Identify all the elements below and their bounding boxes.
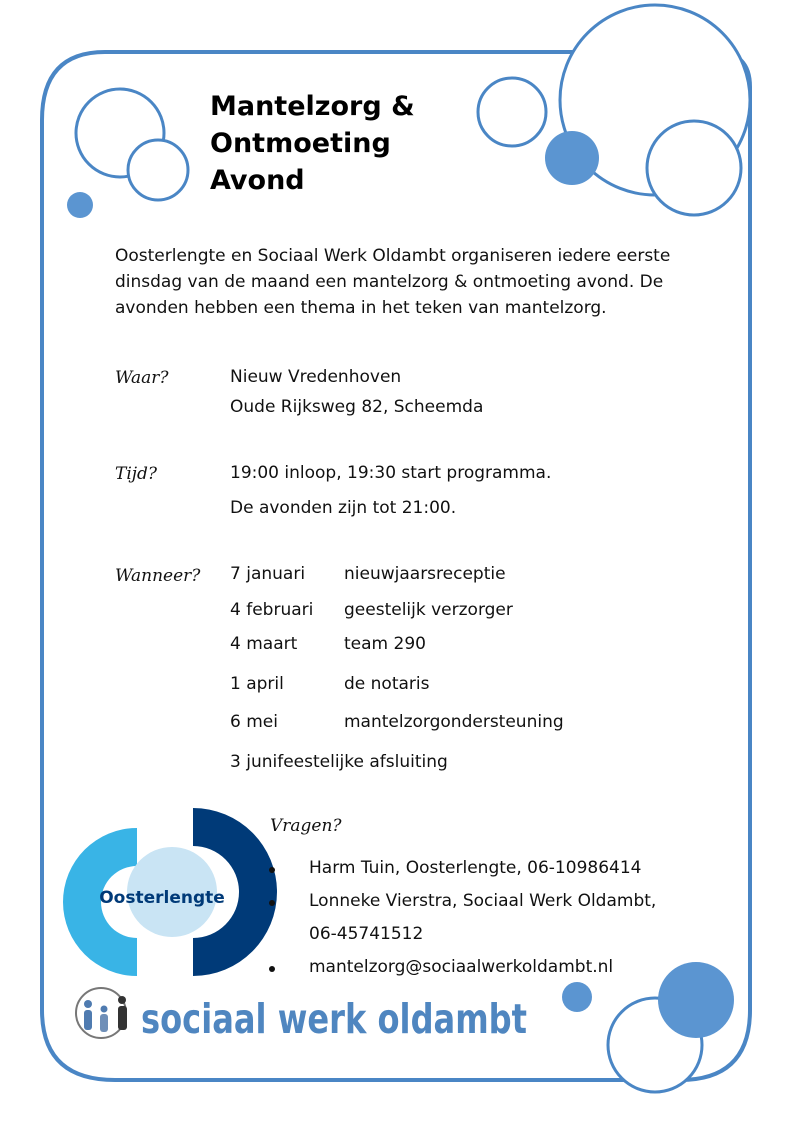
schedule-date: 6 mei [230, 712, 278, 732]
page-title [210, 88, 415, 199]
when-label: Wanneer? [115, 566, 201, 586]
circle-filled [562, 982, 592, 1012]
title-line: Avond [210, 165, 305, 196]
bullet-icon [269, 900, 275, 906]
person-head [84, 1000, 92, 1008]
contact-item[interactable] [268, 951, 656, 984]
schedule-topic: geestelijk verzorger [344, 600, 513, 620]
schedule-date: 7 januari [230, 564, 306, 584]
contact-text: 06-45741512 [309, 924, 424, 944]
oosterlengte-logo-text: Oosterlengte [99, 888, 225, 908]
person-body [100, 1014, 108, 1032]
title-line: Mantelzorg & [210, 91, 415, 122]
schedule-topic: de notaris [344, 674, 430, 694]
circle-outline [478, 78, 546, 146]
bullet-icon [269, 867, 275, 873]
sociaal-werk-logo-text: sociaal werk oldambt [141, 995, 527, 1043]
time-label: Tijd? [115, 464, 158, 484]
where-venue: Nieuw Vredenhoven [230, 367, 402, 387]
person-body [84, 1010, 92, 1030]
circle-filled [658, 962, 734, 1038]
circle-outline [128, 140, 188, 200]
bullet-icon [269, 966, 275, 972]
time-start: 19:00 inloop, 19:30 start programma. [230, 463, 552, 483]
contact-text: Harm Tuin, Oosterlengte, 06-10986414 [309, 858, 642, 878]
circle-outline [647, 121, 741, 215]
where-label: Waar? [115, 368, 169, 388]
intro-paragraph: Oosterlengte en Sociaal Werk Oldambt organiseren iedere eerste dinsdag van de maand een mantelzorg & ontmoeting avond. De avonden hebben een thema in het teken van mantelzorg. [115, 246, 671, 318]
circle-filled [545, 131, 599, 185]
schedule-last-line: 3 junifeestelijke afsluiting [230, 752, 448, 772]
sociaal-werk-logo [76, 988, 527, 1043]
title-line: Ontmoeting [210, 128, 391, 159]
oosterlengte-logo [63, 808, 277, 976]
circle-filled [67, 192, 93, 218]
time-end: De avonden zijn tot 21:00. [230, 498, 457, 518]
contact-item [268, 852, 656, 885]
person-head [118, 996, 126, 1004]
schedule-topic: nieuwjaarsreceptie [344, 564, 506, 584]
schedule-date: 4 maart [230, 634, 298, 654]
contact-text: Lonneke Vierstra, Sociaal Werk Oldambt, [309, 891, 657, 911]
person-head [101, 1006, 108, 1013]
schedule-date: 4 februari [230, 600, 314, 620]
schedule-topic: mantelzorgondersteuning [344, 712, 564, 732]
contact-item [268, 885, 656, 918]
questions-label: Vragen? [270, 816, 342, 836]
schedule-date: 1 april [230, 674, 284, 694]
contact-item-continued [268, 918, 656, 951]
person-body [118, 1006, 127, 1030]
contact-list [268, 852, 656, 984]
where-address: Oude Rijksweg 82, Scheemda [230, 397, 484, 417]
contact-email[interactable]: mantelzorg@sociaalwerkoldambt.nl [309, 957, 614, 977]
schedule-topic: team 290 [344, 634, 426, 654]
